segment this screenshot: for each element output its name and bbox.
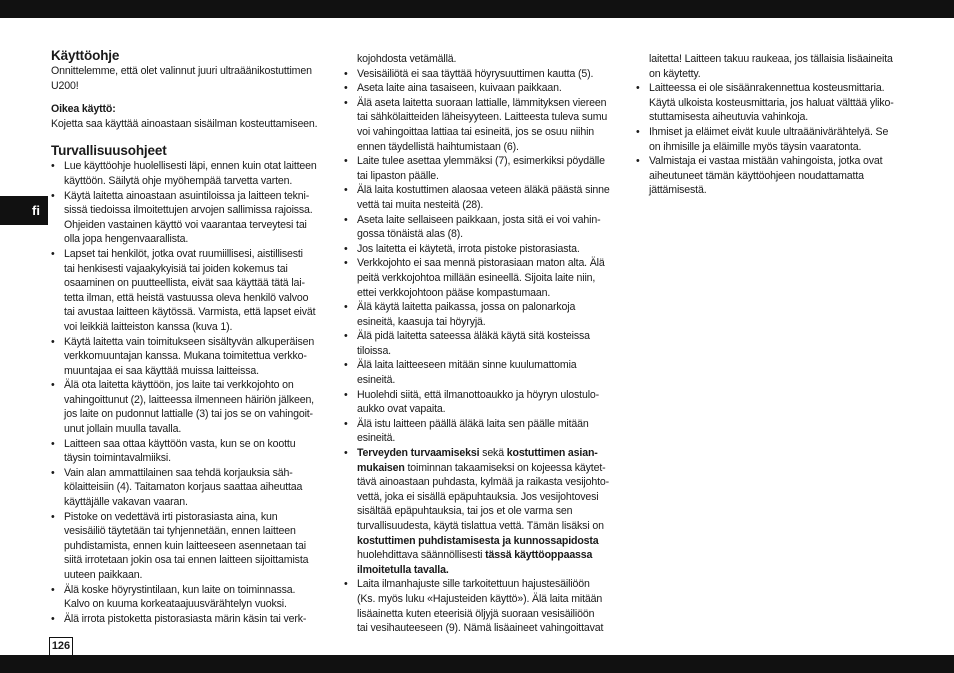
list-item: • Ihmiset ja eläimet eivät kuule ultraäänivärähtelyä. Se on ihmisille ja eläimille myös täysin vaaratonta. xyxy=(636,125,902,154)
list-item: • Käytä laitetta vain toimitukseen sisältyvän alkuperäisen verkkomuuntajan kanssa. Mukana toimitettua verkko- muuntajaa ei saa käyttää muissa laitteissa. xyxy=(51,335,322,379)
column-3 xyxy=(636,52,902,198)
list-item: • Älä koske höyrystintilaan, kun laite on toiminnassa. Kalvo on kuuma korkeataajuusvärähtelyn vuoksi. xyxy=(51,583,322,612)
list-item: • Älä käytä laitetta paikassa, jossa on palonarkoja esineitä, kaasuja tai höyryjä. xyxy=(344,300,616,329)
list-item-continuation: laitetta! Laitteen takuu raukeaa, jos tällaisia lisäaineita on käytetty. xyxy=(649,53,893,80)
list-item: • Älä istu laitteen päällä äläkä laita sen päälle mitään esineitä. xyxy=(344,417,616,446)
safety-list xyxy=(51,159,322,626)
intro-line: Onnittelemme, että olet valinnut juuri ultraäänikostuttimen xyxy=(51,65,312,77)
list-item: • Aseta laite aina tasaiseen, kuivaan paikkaan. xyxy=(344,81,616,96)
language-tab: fi xyxy=(0,196,48,225)
list-item: • Jos laitetta ei käytetä, irrota pistoke pistorasiasta. xyxy=(344,242,616,257)
list-item: • Lapset tai henkilöt, jotka ovat ruumiillisesi, aistillisesti tai henkisesti vajaakykyisiä tai joiden kokemus tai osaaminen on puutteellista, eivät saa käyttää tätä lai- tetta ilman, että heistä vastuussa oleva henkilö valvoo tai avustaa laitteen käytössä. Varmista, että lapset eivät voi leikkiä laitteiston kanssa (kuva 1). xyxy=(51,247,322,335)
list-item: • Valmistaja ei vastaa mistään vahingoista, jotka ovat aiheutuneet tämän käyttöohjeen noudattamatta jättämisestä. xyxy=(636,154,902,198)
list-item: • Älä ota laitetta käyttöön, jos laite tai verkkojohto on vahingoittunut (2), laitteessa ilmenneen häiriön jälkeen, jos laite on pudonnut lattialle (3) tai jos se on vahingoit- unut jollain muulla tavalla. xyxy=(51,378,322,436)
safety-list-continued xyxy=(344,52,616,636)
manual-title: Käyttöohje xyxy=(51,48,120,63)
proper-use-text: Kojetta saa käyttää ainoastaan sisäilman kosteuttamiseen. xyxy=(51,117,318,130)
health-item: • Terveyden turvaamiseksi sekä kostuttimen asian- mukaisen toiminnan takaamiseksi on kojeessa käytet- tävä ainoastaan puhdasta, kylmää ja raikasta vesijohto- vettä, joka ei sisällä epäpuhtauksia. Jos vesijohtovesi sisältää epäpuhtauksia, tai jos et ole varma sen turvallisuudesta, käytä tislattua vettä. Tämän lisäksi on kostuttimen puhdistamisesta ja kunnossapidosta huolehdittava säännöllisesti tässä käyttöoppaassa ilmoitetulla tavalla. xyxy=(344,446,616,577)
safety-title: Turvallisuusohjeet xyxy=(51,143,167,159)
bottom-bar xyxy=(0,655,954,673)
page-number: 126 xyxy=(49,637,73,655)
list-item: • Laitteen saa ottaa käyttöön vasta, kun se on koottu täysin toimintavalmiiksi. xyxy=(51,437,322,466)
list-item: • Älä irrota pistoketta pistorasiasta märin käsin tai verk- xyxy=(51,612,322,627)
proper-use-heading: Oikea käyttö: xyxy=(51,103,116,116)
top-bar xyxy=(0,0,954,18)
list-item: • Älä laita laitteeseen mitään sinne kuulumattomia esineitä. xyxy=(344,358,616,387)
list-item: • Laite tulee asettaa ylemmäksi (7), esimerkiksi pöydälle tai lipaston päälle. xyxy=(344,154,616,183)
list-item: • Lue käyttöohje huolellisesti läpi, ennen kuin otat laitteen käyttöön. Säilytä ohje myöhempää tarvetta varten. xyxy=(51,159,322,188)
list-item: • Aseta laite sellaiseen paikkaan, josta sitä ei voi vahin- gossa tönäistä alas (8). xyxy=(344,213,616,242)
list-item: • Laitteessa ei ole sisäänrakennettua kosteusmittaria. Käytä ulkoista kosteusmittaria, jos haluat välttää yliko- stuttamisesta aiheutuvia vahinkoja. xyxy=(636,81,902,125)
list-item: • Älä laita kostuttimen alaosaa veteen äläkä päästä sinne vettä tai muita nesteitä (28). xyxy=(344,183,616,212)
safety-list-continued xyxy=(636,52,902,198)
list-item: • Käytä laitetta ainoastaan asuintiloissa ja laitteen tekni- sissä tiedoissa ilmoitettujen arvojen sallimissa rajoissa. Ohjeiden vastainen käyttö voi vaarantaa terveytesi tai olla jopa hengenvaarallista. xyxy=(51,189,322,247)
list-item: • Älä pidä laitetta sateessa äläkä käytä sitä kosteissa tiloissa. xyxy=(344,329,616,358)
list-item: • Verkkojohto ei saa mennä pistorasiaan maton alta. Älä peitä verkkojohtoa millään esineellä. Sijoita laite niin, ettei verkkojohtoon pääse kompastumaan. xyxy=(344,256,616,300)
list-item: • Pistoke on vedettävä irti pistorasiasta aina, kun vesisäiliö täytetään tai tyhjennetään, ennen laitteen puhdistamista, ennen kuin laitteeseen asennetaan tai siitä irrotetaan jokin osa tai ennen laitteen sijoittamista uuteen paikkaan. xyxy=(51,510,322,583)
list-item: • Huolehdi siitä, että ilmanottoaukko ja höyryn ulostulo- aukko ovat vapaita. xyxy=(344,388,616,417)
list-item: • Laita ilmanhajuste sille tarkoitettuun hajustesäiliöön (Ks. myös luku «Hajusteiden käyttö»). Älä laita mitään lisäainetta kuten eteerisiä öljyjä suoraan vesisäiliöön tai vesihauteeseen (9). Nämä lisäaineet vahingoittavat xyxy=(344,577,616,635)
list-item: • Vesisäiliötä ei saa täyttää höyrysuuttimen kautta (5). xyxy=(344,67,616,82)
column-2 xyxy=(344,52,616,636)
intro-line: U200! xyxy=(51,79,79,92)
list-item-continuation: kojohdosta vetämällä. xyxy=(357,53,457,65)
list-item: • Älä aseta laitetta suoraan lattialle, lämmityksen viereen tai sähkölaitteiden läheisyyteen. Laitteesta tuleva sumu voi vahingoittaa lattiaa tai esineitä, jos se osuu niihin ennen täydellistä haihtumistaan (6). xyxy=(344,96,616,154)
column-1 xyxy=(51,48,322,626)
list-item: • Vain alan ammattilainen saa tehdä korjauksia säh- kölaitteisiin (4). Taitamaton korjaus saattaa aiheuttaa käyttäjälle vakavan vaaran. xyxy=(51,466,322,510)
